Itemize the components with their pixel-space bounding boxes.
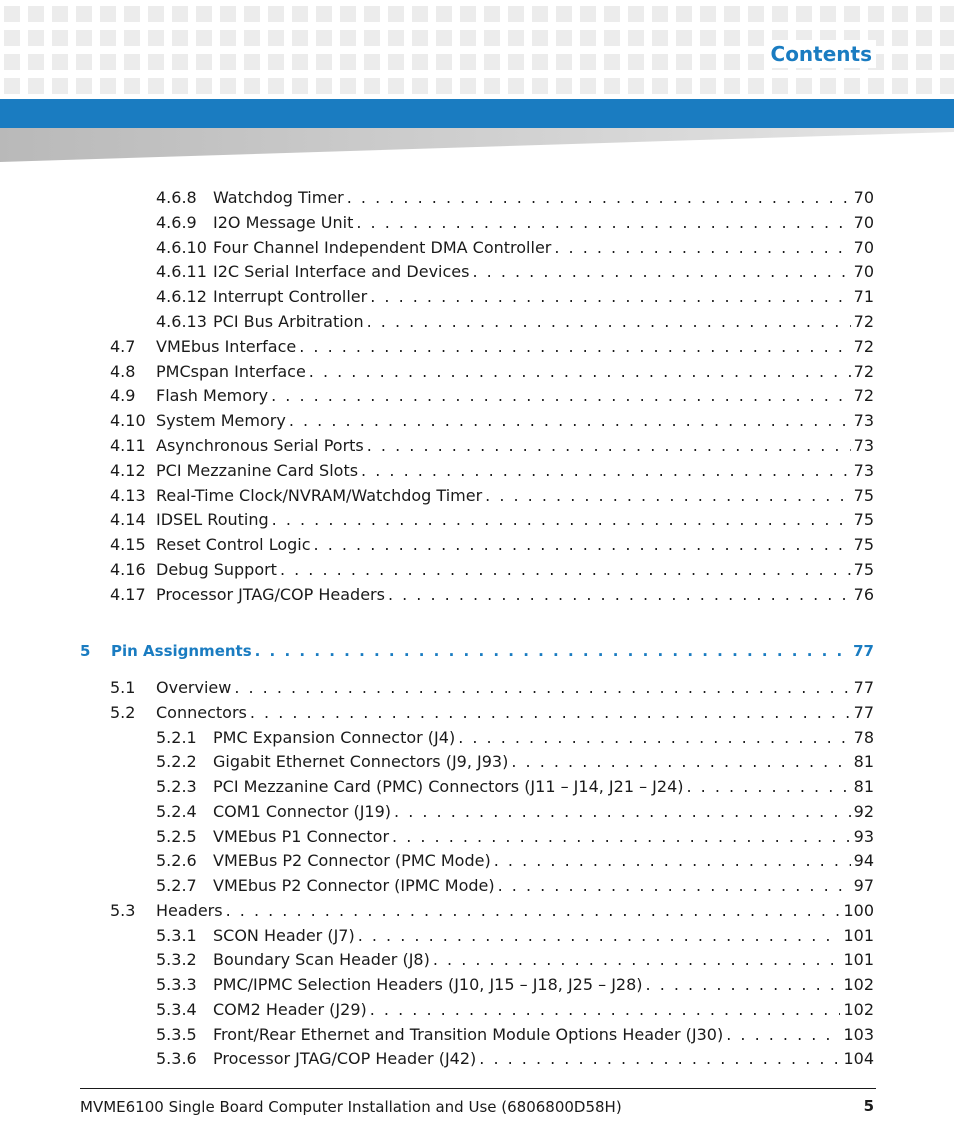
toc-entry-page: 103 [843,1024,874,1044]
page-title: Contents [767,40,876,68]
toc-entry-title: Front/Rear Ethernet and Transition Module Options Header (J30) [213,1024,724,1044]
toc-entry[interactable] [110,411,874,431]
toc-entry-title: SCON Header (J7) [213,925,355,945]
toc-entry-number: 5.2.5 [156,826,197,846]
toc-entry[interactable] [156,287,874,307]
toc-entry[interactable] [156,262,874,282]
toc-entry[interactable] [156,975,874,995]
toc-entry-number: 5.1 [110,678,136,697]
toc-entry[interactable] [156,802,874,822]
toc-entry-page: 92 [853,801,874,821]
toc-entry-number: 4.6.9 [156,212,197,232]
footer-page-number: 5 [863,1097,874,1115]
toc-entry-page: 75 [853,485,874,505]
toc-entry-page: 72 [853,386,874,406]
toc-entry-number: 5.3.1 [156,925,197,945]
toc-dot-leader [370,287,850,307]
toc-entry-number: 5.2.7 [156,876,197,895]
toc-entry[interactable] [156,1025,874,1045]
toc-entry-number: 5.3.6 [156,1049,197,1069]
toc-dot-leader [367,312,851,332]
toc-entry[interactable] [156,238,874,258]
toc-entry-title: System Memory [156,411,286,431]
toc-dot-leader [250,703,851,723]
toc-entry-title: Boundary Scan Header (J8) [213,950,430,970]
toc-entry-number: 5.3.4 [156,999,197,1019]
toc-entry-page: 76 [853,584,874,604]
toc-entry-number: 5.3 [110,900,136,920]
toc-entry-page: 72 [853,336,874,356]
toc-entry-number: 5.3.3 [156,975,197,994]
toc-dot-leader [433,950,841,970]
toc-entry-title: Interrupt Controller [213,287,368,307]
toc-entry[interactable] [156,876,874,896]
toc-entry-title: I2C Serial Interface and Devices [213,262,470,282]
toc-dot-leader [646,975,841,995]
toc-entry-title: VMEbus P1 Connector [213,826,390,846]
toc-entry[interactable] [156,827,874,847]
toc-entry[interactable] [110,486,874,506]
toc-entry-page: 78 [853,727,874,747]
toc-dot-leader [255,641,850,661]
toc-dot-leader [356,213,850,233]
toc-dot-leader [687,777,851,797]
toc-dot-leader [271,386,851,406]
toc-entry-page: 77 [853,642,874,660]
toc-entry-title: PMC Expansion Connector (J4) [213,727,456,747]
toc-entry-number: 4.6.8 [156,188,197,207]
toc-entry-number: 4.7 [110,336,136,356]
toc-dot-leader [554,238,850,258]
toc-dot-leader [299,337,850,357]
toc-entry[interactable] [110,362,874,382]
toc-entry-title: Debug Support [156,560,277,579]
toc-dot-leader [388,585,851,605]
toc-dot-leader [361,461,851,481]
toc-entry-page: 102 [843,999,874,1019]
toc-entry-page: 70 [853,188,874,207]
toc-entry-title: Four Channel Independent DMA Controller [213,237,552,257]
toc-entry-page: 75 [853,510,874,530]
toc-entry-title: Connectors [156,702,247,722]
toc-entry-number: 4.16 [110,560,146,579]
toc-dot-leader [511,752,850,772]
toc-dot-leader [314,535,851,555]
toc-entry-number: 5 [80,642,91,660]
toc-entry[interactable] [156,312,874,332]
toc-dot-leader [726,1025,840,1045]
toc-entry-page: 102 [843,975,874,994]
toc-entry-number: 4.17 [110,584,146,604]
toc-entry[interactable] [110,678,874,698]
toc-entry[interactable] [110,535,874,555]
toc-entry-page: 81 [853,752,874,772]
toc-entry[interactable] [110,386,874,406]
toc-entry-title: I2O Message Unit [213,212,354,232]
toc-entry-title: Flash Memory [156,386,269,406]
toc-entry[interactable] [156,1000,874,1020]
toc-entry-number: 5.2.3 [156,777,197,796]
toc-entry-title: Real-Time Clock/NVRAM/Watchdog Timer [156,485,483,505]
toc-entry-title: VMEbus Interface [156,336,297,356]
toc-dot-leader [458,728,850,748]
toc-entry-page: 70 [853,212,874,232]
toc-dot-leader [289,411,851,431]
header-blue-bar [0,99,954,128]
toc-dot-leader [367,436,851,456]
toc-entry[interactable] [110,510,874,530]
toc-dot-leader [479,1049,840,1069]
toc-entry-title: PMC/IPMC Selection Headers (J10, J15 – J18, J25 – J28) [213,975,643,994]
toc-dot-leader [370,1000,841,1020]
toc-entry-page: 72 [853,361,874,381]
toc-dot-leader [234,678,850,698]
toc-entry-title: Overview [156,678,232,697]
toc-entry-page: 77 [853,678,874,697]
footer-document-title: MVME6100 Single Board Computer Installation and Use (6806800D58H) [80,1098,622,1116]
toc-entry[interactable] [156,752,874,772]
toc-entry[interactable] [156,950,874,970]
toc-entry-page: 73 [853,411,874,431]
toc-entry-title: Pin Assignments [111,642,252,660]
toc-chapter-entry[interactable] [80,641,874,661]
toc-dot-leader [226,901,841,921]
toc-entry-number: 4.9 [110,386,136,406]
toc-entry-page: 94 [853,851,874,871]
toc-entry-number: 4.12 [110,460,146,480]
toc-entry-title: Reset Control Logic [156,535,311,555]
toc-entry-title: VMEBus P2 Connector (PMC Mode) [213,851,491,871]
toc-dot-leader [280,560,851,580]
toc-entry-number: 4.11 [110,436,146,455]
toc-entry[interactable] [156,851,874,871]
toc-dot-leader [392,827,851,847]
toc-entry-page: 104 [843,1049,874,1069]
toc-entry-title: Gigabit Ethernet Connectors (J9, J93) [213,752,509,772]
toc-entry-number: 4.10 [110,411,146,431]
toc-dot-leader [485,486,850,506]
toc-entry-page: 73 [853,460,874,480]
toc-entry[interactable] [110,337,874,357]
toc-entry-title: PCI Mezzanine Card (PMC) Connectors (J11 – J14, J21 – J24) [213,777,684,796]
toc-entry-page: 71 [853,287,874,307]
toc-entry-title: VMEbus P2 Connector (IPMC Mode) [213,876,495,895]
toc-entry-number: 5.3.2 [156,950,197,970]
toc-entry[interactable] [156,926,874,946]
toc-entry-number: 5.2.1 [156,727,197,747]
toc-dot-leader [472,262,850,282]
toc-entry-page: 100 [843,900,874,920]
toc-entry-number: 5.2.4 [156,801,197,821]
toc-entry[interactable] [110,585,874,605]
toc-entry-number: 5.2.2 [156,752,197,772]
toc-entry-number: 5.3.5 [156,1024,197,1044]
toc-entry-page: 73 [853,436,874,455]
toc-dot-leader [347,188,851,208]
toc-entry[interactable] [156,728,874,748]
toc-entry-title: COM1 Connector (J19) [213,801,392,821]
header-gray-wedge [0,128,954,164]
toc-entry-number: 4.14 [110,510,146,530]
toc-dot-leader [394,802,851,822]
toc-dot-leader [358,926,841,946]
toc-entry-number: 5.2.6 [156,851,197,871]
toc-entry[interactable] [156,213,874,233]
toc-entry[interactable] [110,461,874,481]
toc-entry-page: 93 [853,826,874,846]
toc-entry-number: 4.13 [110,485,146,505]
toc-entry-number: 4.6.10 [156,237,207,257]
toc-dot-leader [309,362,851,382]
toc-entry-page: 81 [853,777,874,796]
toc-entry-title: IDSEL Routing [156,510,269,530]
footer-divider [80,1088,876,1089]
toc-entry-title: COM2 Header (J29) [213,999,367,1019]
toc-entry[interactable] [156,777,874,797]
toc-entry-page: 101 [843,950,874,970]
toc-entry[interactable] [110,703,874,723]
toc-entry-page: 70 [853,237,874,257]
toc-dot-leader [272,510,851,530]
toc-entry[interactable] [156,1049,874,1069]
toc-entry-page: 101 [843,925,874,945]
toc-entry-title: PCI Mezzanine Card Slots [156,460,359,480]
toc-entry-title: PMCspan Interface [156,361,306,381]
toc-entry-title: PCI Bus Arbitration [213,312,364,331]
toc-entry-number: 4.6.11 [156,262,207,282]
toc-entry[interactable] [110,901,874,921]
toc-entry-page: 97 [853,876,874,895]
toc-entry[interactable] [110,560,874,580]
toc-entry[interactable] [110,436,874,456]
toc-entry-title: Processor JTAG/COP Headers [156,584,385,604]
toc-entry[interactable] [156,188,874,208]
toc-entry-page: 70 [853,262,874,282]
toc-entry-number: 4.8 [110,361,136,381]
toc-entry-number: 5.2 [110,702,136,722]
toc-entry-page: 72 [853,312,874,331]
toc-entry-title: Watchdog Timer [213,188,344,207]
toc-entry-page: 75 [853,560,874,579]
toc-entry-page: 77 [853,702,874,722]
toc-dot-leader [498,876,851,896]
toc-entry-number: 4.15 [110,535,146,555]
toc-dot-leader [494,851,851,871]
toc-entry-number: 4.6.12 [156,287,207,307]
toc-entry-title: Processor JTAG/COP Header (J42) [213,1049,477,1069]
toc-entry-title: Headers [156,900,223,920]
toc-entry-number: 4.6.13 [156,312,207,331]
toc-entry-title: Asynchronous Serial Ports [156,436,364,455]
toc-entry-page: 75 [853,535,874,555]
